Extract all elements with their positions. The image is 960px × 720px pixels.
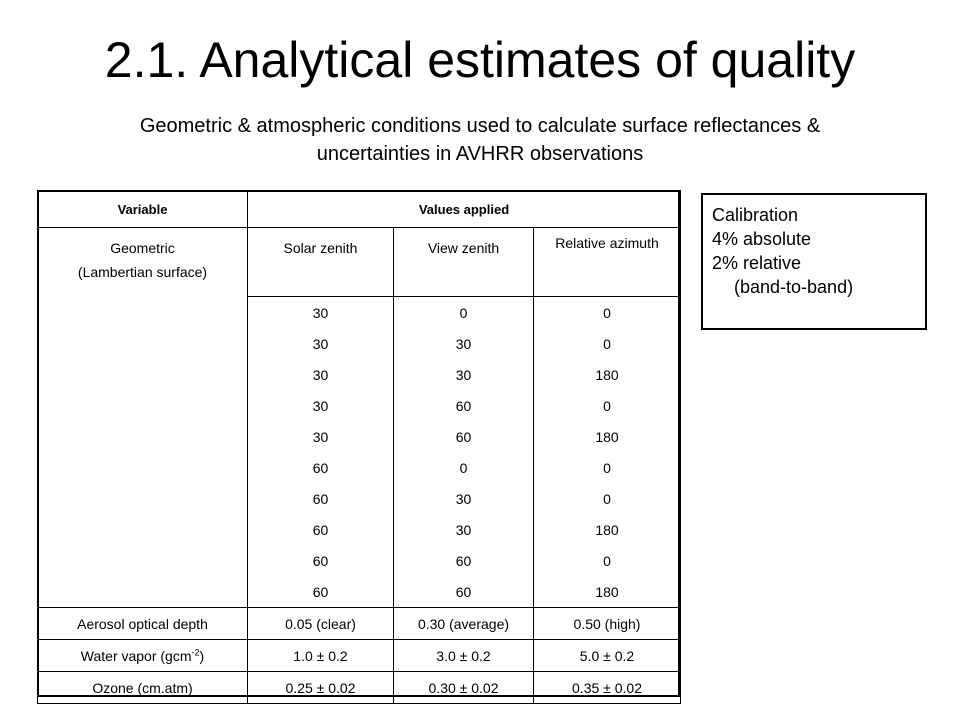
view-zenith-value: 60 <box>394 421 534 452</box>
water-vapor-low: 1.0 ± 0.2 <box>248 640 394 672</box>
calibration-box <box>701 193 927 330</box>
header-variable: Variable <box>38 191 248 228</box>
solar-zenith-value: 60 <box>248 576 394 608</box>
view-zenith-value: 30 <box>394 359 534 390</box>
slide-subtitle <box>40 112 920 168</box>
ozone-mid: 0.30 ± 0.02 <box>394 672 534 704</box>
ozone-label: Ozone (cm.atm) <box>38 672 248 704</box>
water-vapor-label-close: ) <box>199 647 205 664</box>
relative-azimuth-value: 180 <box>534 359 681 390</box>
table-row <box>38 297 681 329</box>
relative-azimuth-value: 0 <box>534 328 681 359</box>
solar-zenith-value: 60 <box>248 452 394 483</box>
calibration-band-to-band: (band-to-band) <box>734 277 854 297</box>
water-vapor-label <box>38 640 248 672</box>
view-zenith-value: 30 <box>394 514 534 545</box>
relative-azimuth-value: 0 <box>534 297 681 329</box>
geometric-spacer-cell <box>38 483 248 514</box>
table-row <box>38 421 681 452</box>
col-solar-zenith: Solar zenith <box>248 228 394 297</box>
table-row <box>38 483 681 514</box>
geometric-spacer-cell <box>38 452 248 483</box>
view-zenith-value: 60 <box>394 390 534 421</box>
water-vapor-high: 5.0 ± 0.2 <box>534 640 681 672</box>
geometric-label-cell <box>38 228 248 297</box>
relative-azimuth-value: 0 <box>534 452 681 483</box>
aerosol-high: 0.50 (high) <box>534 608 681 640</box>
table-row <box>38 359 681 390</box>
aerosol-label: Aerosol optical depth <box>38 608 248 640</box>
geometric-spacer-cell <box>38 576 248 608</box>
ozone-low: 0.25 ± 0.02 <box>248 672 394 704</box>
view-zenith-value: 60 <box>394 576 534 608</box>
table-row <box>38 545 681 576</box>
solar-zenith-value: 30 <box>248 328 394 359</box>
water-vapor-unit-exponent: -2 <box>191 646 200 657</box>
table-row <box>38 328 681 359</box>
aerosol-row <box>38 608 681 640</box>
relative-azimuth-value: 180 <box>534 576 681 608</box>
view-zenith-value: 60 <box>394 545 534 576</box>
solar-zenith-value: 60 <box>248 545 394 576</box>
geometric-spacer-cell <box>38 421 248 452</box>
conditions-table <box>37 190 681 704</box>
relative-azimuth-value: 180 <box>534 514 681 545</box>
geometric-spacer-cell <box>38 359 248 390</box>
header-values-applied: Values applied <box>248 191 681 228</box>
calibration-title: Calibration <box>712 205 799 225</box>
table-row <box>38 390 681 421</box>
geometric-spacer-cell <box>38 297 248 329</box>
calibration-relative: 2% relative <box>712 253 802 273</box>
water-vapor-label-text: Water vapor (gcm <box>80 647 192 664</box>
col-relative-azimuth: Relative azimuth <box>534 228 681 297</box>
solar-zenith-value: 30 <box>248 297 394 329</box>
water-vapor-row <box>38 640 681 672</box>
geometric-spacer-cell <box>38 390 248 421</box>
table-row <box>38 452 681 483</box>
relative-azimuth-value: 0 <box>534 545 681 576</box>
geometric-spacer-cell <box>38 328 248 359</box>
water-vapor-mid: 3.0 ± 0.2 <box>394 640 534 672</box>
subtitle-line-1: Geometric & atmospheric conditions used to calculate surface reflectances & <box>139 115 821 137</box>
view-zenith-value: 0 <box>394 452 534 483</box>
solar-zenith-value: 30 <box>248 390 394 421</box>
view-zenith-value: 30 <box>394 328 534 359</box>
slide-title: 2.1. Analytical estimates of quality <box>104 32 856 88</box>
aerosol-clear: 0.05 (clear) <box>248 608 394 640</box>
view-zenith-value: 0 <box>394 297 534 329</box>
geometric-spacer-cell <box>38 545 248 576</box>
table-header-row <box>38 191 681 228</box>
geometric-sublabel: (Lambertian surface) <box>77 264 208 280</box>
geometric-label: Geometric <box>110 240 175 256</box>
aerosol-average: 0.30 (average) <box>394 608 534 640</box>
calibration-absolute: 4% absolute <box>712 229 812 249</box>
table-row <box>38 514 681 545</box>
relative-azimuth-value: 0 <box>534 390 681 421</box>
solar-zenith-value: 60 <box>248 514 394 545</box>
solar-zenith-value: 60 <box>248 483 394 514</box>
col-view-zenith: View zenith <box>394 228 534 297</box>
ozone-row <box>38 672 681 704</box>
ozone-high: 0.35 ± 0.02 <box>534 672 681 704</box>
geometric-spacer-cell <box>38 514 248 545</box>
relative-azimuth-value: 180 <box>534 421 681 452</box>
solar-zenith-value: 30 <box>248 421 394 452</box>
relative-azimuth-value: 0 <box>534 483 681 514</box>
table-row <box>38 576 681 608</box>
solar-zenith-value: 30 <box>248 359 394 390</box>
geometric-header-row <box>38 228 681 297</box>
view-zenith-value: 30 <box>394 483 534 514</box>
subtitle-line-2: uncertainties in AVHRR observations <box>316 143 644 165</box>
